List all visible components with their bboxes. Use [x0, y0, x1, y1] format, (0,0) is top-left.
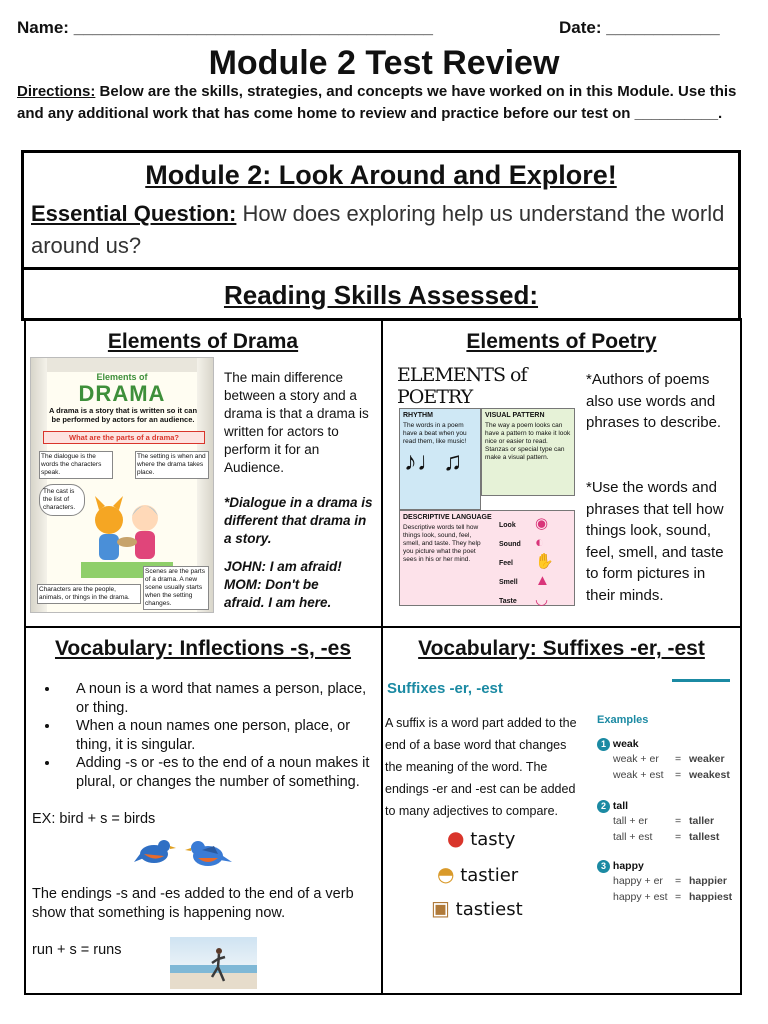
bird-icon — [134, 840, 176, 863]
drama-title: Elements of Drama — [107, 330, 299, 353]
descriptive-text: Descriptive words tell how things look, sound, feel, smell, and taste. They help you picture what the poet sees in his or her mind. — [403, 524, 481, 563]
hand-icon: ✋ — [535, 553, 554, 570]
poetry-note-2: *Use the words and phrases that tell how things look, sound, feel, smell, and taste to form pictures in their minds. — [586, 479, 724, 604]
poetry-title: Elements of Poetry — [466, 330, 657, 353]
taste-word-2 — [437, 862, 518, 886]
examples-label: Examples — [597, 714, 649, 726]
sense-taste: Taste — [499, 598, 517, 605]
ear-icon: ◐ — [535, 534, 545, 551]
inflections-bullet: • When a noun names one person, place, or thing, it is singular. — [60, 717, 372, 754]
inflections-bullets — [32, 680, 372, 791]
taste-word-1 — [447, 826, 515, 850]
suffix-definition: A suffix is a word part added to the end of a base word that changes the meaning of the word. The endings -er and -est can be added to many adjectives to compare. — [385, 716, 577, 818]
rhythm-text: The words in a poem have a beat when you read them, like music! — [403, 422, 467, 445]
suffix-image-title: Suffixes -er, -est — [387, 680, 503, 697]
equals-sign: = — [675, 831, 682, 843]
directions-text: Below are the skills, strategies, and concepts we have worked on in this Module. Use this and any additional work that has come home to review and practice before our test on __________. — [17, 83, 737, 122]
module-title: Module 2: Look Around and Explore! — [145, 160, 617, 190]
inflections-title: Vocabulary: Inflections -s, -es — [54, 637, 352, 660]
sense-feel: Feel — [499, 560, 514, 567]
visual-text: The way a poem looks can have a pattern to make it look nice or easier to read. Stanzas or special type can make a visual pattern. — [485, 422, 571, 461]
example-formula: tall + er — [613, 815, 648, 827]
example-group-happy — [597, 860, 732, 905]
eq-text: How does exploring help us understand the world around us? — [31, 201, 725, 258]
example-result: taller — [689, 815, 715, 827]
essential-question — [31, 198, 731, 262]
inflections-example: EX: bird + s = birds — [32, 811, 156, 827]
example-group-weak — [597, 738, 730, 783]
base-word: happy — [612, 860, 644, 872]
directions — [17, 81, 752, 125]
equals-sign: = — [675, 815, 682, 827]
word-tastiest: tastiest — [455, 899, 523, 920]
word-tasty: tasty — [470, 829, 516, 850]
cast-note: The cast is the list of characters. — [39, 484, 85, 516]
drama-definition: A drama is a story that is written so it can be performed by actors for an audience. — [48, 406, 198, 424]
inflections-bullet: • A noun is a word that names a person, place, or thing. — [60, 680, 372, 717]
reading-skills-title: Reading Skills Assessed: — [223, 280, 539, 310]
rhythm-title: RHYTHM — [403, 412, 433, 419]
example-result: weakest — [689, 769, 730, 781]
number-badge: 1 — [597, 738, 610, 751]
senses-list — [499, 516, 521, 608]
drama-question: What are the parts of a drama? — [43, 431, 205, 444]
date-line: ____________ — [606, 18, 720, 37]
eye-icon: ◉ — [535, 515, 549, 532]
eq-label: Essential Question: — [31, 201, 237, 226]
example-group-tall — [597, 800, 719, 845]
girl-head — [132, 505, 158, 531]
word-tastier: tastier — [460, 865, 519, 886]
inflections-verb-text: The endings -s and -es added to the end of a verb show that something is happening now. — [32, 886, 354, 921]
equals-sign: = — [675, 891, 682, 903]
equals-sign: = — [675, 769, 682, 781]
poetry-note-1: *Authors of poems also use words and phrases to describe. — [586, 371, 722, 431]
nose-icon: ▲ — [535, 572, 550, 589]
poetry-poster-image — [395, 358, 580, 608]
date-field — [559, 18, 720, 38]
name-field — [17, 18, 433, 38]
base-word: tall — [612, 800, 629, 812]
drama-big-heading: DRAMA — [78, 381, 166, 406]
fox-body — [99, 534, 119, 560]
drama-mom-line: MOM: Don't be afraid. I am here. — [224, 577, 332, 610]
mouth-icon: ◡ — [535, 591, 549, 608]
visual-title: VISUAL PATTERN — [485, 412, 545, 419]
grid-divider-horizontal — [25, 626, 741, 628]
characters-note: Characters are the people, animals, or things in the drama. — [37, 584, 141, 604]
curtain-top — [31, 358, 213, 372]
base-word: weak — [612, 738, 639, 750]
name-line: ______________________________________ — [73, 18, 433, 37]
sense-icons — [535, 514, 554, 608]
scenes-note: Scenes are the parts of a drama. A new scene usually starts when the setting changes. — [143, 566, 209, 610]
drama-text: The main difference between a story and a drama is that a drama is written for actors to perform it for an Audience. — [224, 370, 369, 475]
setting-note: The setting is when and where the drama takes place. — [135, 451, 209, 479]
apple-icon: ● — [447, 826, 465, 850]
suffixes-lesson-image — [385, 676, 735, 940]
fruit-basket-icon: ▣ — [431, 896, 450, 920]
descriptive-title: DESCRIPTIVE LANGUAGE — [403, 514, 492, 521]
name-label: Name: — [17, 18, 69, 37]
visual-pattern-piece — [481, 408, 575, 496]
poetry-heading: ELEMENTS of POETRY — [397, 364, 527, 408]
example-result: happiest — [689, 891, 733, 903]
directions-label: Directions: — [17, 83, 96, 100]
fruit-bowl-icon: ◓ — [437, 862, 455, 886]
drama-note: *Dialogue in a drama is different that drama in a story. — [224, 495, 373, 546]
runner-figure — [208, 947, 228, 985]
inflections-run-example: run + s = runs — [32, 942, 122, 958]
example-formula: happy + er — [613, 875, 663, 887]
taste-word-3 — [431, 896, 523, 920]
date-label: Date: — [559, 18, 602, 37]
bird-icon — [185, 841, 232, 866]
example-formula: tall + est — [613, 831, 653, 843]
rhythm-piece — [399, 408, 481, 510]
example-formula: weak + est — [613, 769, 664, 781]
drama-poster-image — [30, 357, 214, 613]
example-result: happier — [689, 875, 727, 887]
sense-sound: Sound — [499, 541, 521, 548]
example-result: weaker — [689, 753, 725, 765]
equals-sign: = — [675, 875, 682, 887]
runner-photo — [170, 937, 257, 989]
equals-sign: = — [675, 753, 682, 765]
example-formula: happy + est — [613, 891, 668, 903]
girl-body — [135, 531, 155, 559]
music-notes-icon: ♪♩♫ — [404, 446, 463, 476]
dialogue-note: The dialogue is the words the characters speak. — [39, 451, 113, 479]
drama-john-line: JOHN: I am afraid! — [224, 559, 342, 574]
example-formula: weak + er — [613, 753, 659, 765]
number-badge: 3 — [597, 860, 610, 873]
fox-head — [95, 506, 123, 534]
bread — [117, 537, 137, 547]
drama-small-heading: Elements of — [96, 372, 148, 382]
number-badge: 2 — [597, 800, 610, 813]
page-title: Module 2 Test Review — [208, 44, 560, 82]
sense-look: Look — [499, 522, 516, 529]
drama-characters-illustration — [81, 480, 173, 580]
suffixes-title: Vocabulary: Suffixes -er, -est — [418, 637, 705, 660]
sense-smell: Smell — [499, 579, 518, 586]
birds-illustration — [134, 832, 234, 874]
inflections-bullet: • Adding -s or -es to the end of a noun makes it plural, or changes the number of something. — [60, 754, 372, 791]
example-result: tallest — [689, 831, 720, 843]
